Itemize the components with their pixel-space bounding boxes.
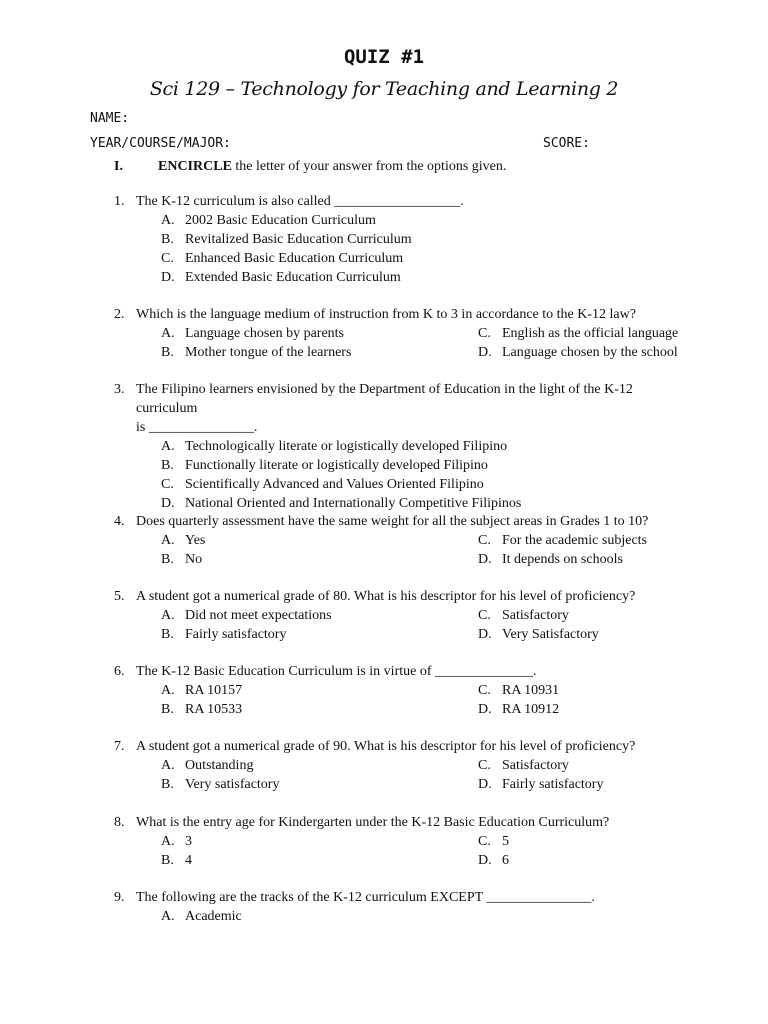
option-d[interactable]: D. RA 10912 <box>478 702 560 717</box>
option-d[interactable]: D. 6 <box>478 853 509 868</box>
option-a[interactable]: A. Technologically literate or logistically developed Filipino <box>161 439 508 454</box>
question-7 <box>114 737 694 794</box>
question-number: 8. <box>114 815 125 830</box>
option-d[interactable]: D. It depends on schools <box>478 552 623 567</box>
question-number: 4. <box>114 514 125 529</box>
option-a[interactable]: A. 2002 Basic Education Curriculum <box>161 213 376 228</box>
option-d[interactable]: D. Very Satisfactory <box>478 627 599 642</box>
option-c[interactable]: C. For the academic subjects <box>478 533 648 548</box>
question-number: 6. <box>114 664 125 679</box>
option-d[interactable]: D. Language chosen by the school <box>478 345 678 360</box>
question-6 <box>114 662 694 719</box>
question-number: 7. <box>114 739 125 754</box>
question-number: 9. <box>114 890 125 905</box>
option-a[interactable]: A. Language chosen by parents <box>161 326 344 341</box>
option-d[interactable]: D. Extended Basic Education Curriculum <box>161 270 401 285</box>
option-b[interactable]: B. RA 10533 <box>161 702 243 717</box>
option-c[interactable]: C. Scientifically Advanced and Values Oriented Filipino <box>161 477 484 492</box>
option-d[interactable]: D. Fairly satisfactory <box>478 777 604 792</box>
score-label: SCORE: <box>543 136 590 151</box>
question-stem: The following are the tracks of the K-12 curriculum EXCEPT _______________. <box>136 890 595 905</box>
option-c[interactable]: C. Satisfactory <box>478 758 569 773</box>
section-instruction <box>114 159 506 175</box>
section-numeral: I. <box>114 159 123 174</box>
question-number: 1. <box>114 194 125 209</box>
option-b[interactable]: B. Very satisfactory <box>161 777 280 792</box>
question-4 <box>114 512 694 569</box>
question-stem: Which is the language medium of instruction from K to 3 in accordance to the K-12 law? <box>136 307 636 322</box>
instruction-verb: ENCIRCLE <box>158 159 232 174</box>
option-b[interactable]: B. No <box>161 552 203 567</box>
question-stem: A student got a numerical grade of 90. What is his descriptor for his level of proficiency? <box>136 739 636 754</box>
option-c[interactable]: C. 5 <box>478 834 509 849</box>
option-d[interactable]: D. National Oriented and Internationally Competitive Filipinos <box>161 496 522 511</box>
quiz-title: QUIZ #1 <box>343 46 425 68</box>
question-stem: A student got a numerical grade of 80. What is his descriptor for his level of proficiency? <box>136 589 636 604</box>
name-label: NAME: <box>90 111 130 126</box>
course-subtitle: Sci 129 – Technology for Teaching and Learning 2 <box>149 78 619 100</box>
question-stem: What is the entry age for Kindergarten under the K-12 Basic Education Curriculum? <box>136 815 610 830</box>
question-9 <box>114 888 694 926</box>
option-a[interactable]: A. 3 <box>161 834 192 849</box>
option-a[interactable]: A. Did not meet expectations <box>161 608 332 623</box>
question-number: 3. <box>114 382 125 397</box>
option-c[interactable]: C. Enhanced Basic Education Curriculum <box>161 251 404 266</box>
option-b[interactable]: B. Mother tongue of the learners <box>161 345 352 360</box>
year-course-major-label: YEAR/COURSE/MAJOR: <box>90 136 231 151</box>
option-c[interactable]: C. English as the official language <box>478 326 679 341</box>
option-b[interactable]: B. Fairly satisfactory <box>161 627 287 642</box>
question-8 <box>114 813 694 870</box>
question-3 <box>114 380 694 513</box>
instruction-text: the letter of your answer from the options given. <box>231 159 507 174</box>
question-stem: The K-12 Basic Education Curriculum is in virtue of ______________. <box>136 664 537 679</box>
question-stem: The Filipino learners envisioned by the Department of Education in the light of the K-12 curriculum <box>136 382 633 416</box>
option-a[interactable]: A. RA 10157 <box>161 683 243 698</box>
option-b[interactable]: B. Functionally literate or logistically developed Filipino <box>161 458 488 473</box>
question-number: 2. <box>114 307 125 322</box>
question-stem: The K-12 curriculum is also called __________________. <box>136 194 464 209</box>
option-b[interactable]: B. 4 <box>161 853 192 868</box>
option-c[interactable]: C. RA 10931 <box>478 683 560 698</box>
question-stem: Does quarterly assessment have the same weight for all the subject areas in Grades 1 to 10? <box>136 514 649 529</box>
question-5 <box>114 587 694 644</box>
option-b[interactable]: B. Revitalized Basic Education Curriculum <box>161 232 412 247</box>
option-a[interactable]: A. Yes <box>161 533 206 548</box>
option-a[interactable]: A. Outstanding <box>161 758 254 773</box>
question-stem-continued: is _______________. <box>136 420 258 435</box>
option-c[interactable]: C. Satisfactory <box>478 608 569 623</box>
question-number: 5. <box>114 589 125 604</box>
option-a[interactable]: A. Academic <box>161 909 242 924</box>
question-1 <box>114 192 694 287</box>
question-2 <box>114 305 694 362</box>
